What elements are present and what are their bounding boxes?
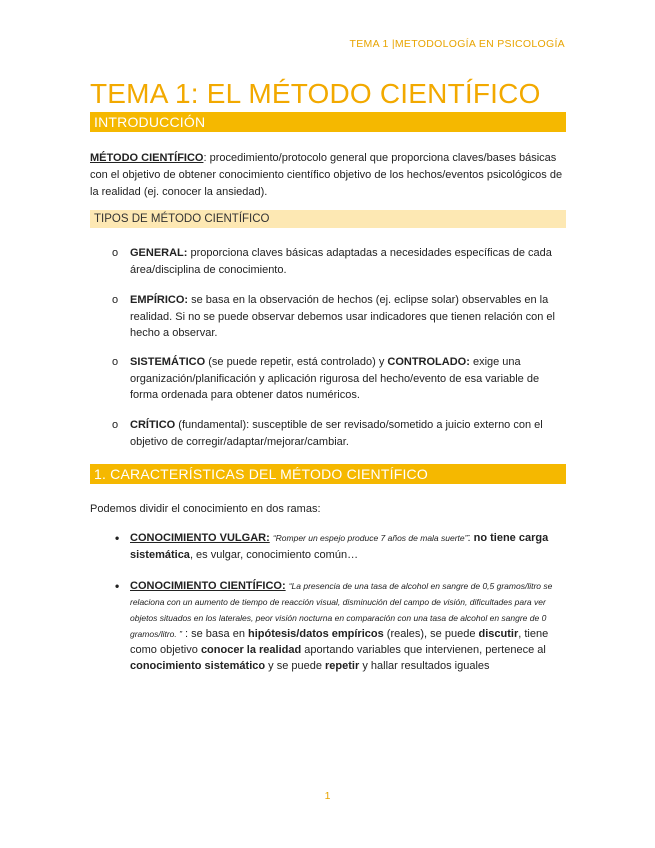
item-bold-3: conocer la realidad — [200, 644, 302, 656]
item-text: , es vulgar, conocimiento común… — [189, 549, 359, 561]
bullet-dot: • — [115, 531, 120, 545]
list-item-critico — [112, 417, 566, 450]
subheading-tipos: TIPOS DE MÉTODO CIENTÍFICO — [90, 210, 566, 228]
item-term-2: CONTROLADO: — [387, 356, 470, 368]
item-text: se basa en la observación de hechos (ej. eclipse solar) observables en la realidad. Si no se puede observar debemos usar indicadores que tienen relación con el hecho a observar. — [130, 294, 555, 339]
bullet-circle: o — [112, 247, 119, 259]
list-item-conocimiento-cientifico — [115, 578, 566, 674]
page-number: 1 — [324, 790, 331, 802]
intro-term: MÉTODO CIENTÍFICO — [90, 152, 204, 164]
bullet-circle: o — [112, 419, 119, 431]
item-bold-1: hipótesis/datos empíricos — [248, 628, 384, 640]
item-quote: “Romper un espejo produce 7 años de mala suerte” — [272, 533, 468, 543]
item-term: EMPÍRICO: — [130, 294, 189, 306]
item-text-5: y se puede — [265, 660, 326, 672]
list-item-conocimiento-vulgar — [115, 530, 566, 564]
item-mid: (se puede repetir, está controlado) y — [205, 356, 388, 368]
section1-lead: Podemos dividir el conocimiento en dos ramas: — [90, 503, 321, 515]
item-text-4: aportando variables que intervienen, pertenece al — [301, 644, 546, 656]
bullet-circle: o — [112, 356, 119, 368]
item-text-3: , tiene como objetivo — [130, 628, 549, 656]
item-term: SISTEMÁTICO — [130, 356, 206, 368]
list-item-empirico — [112, 292, 566, 342]
item-sep: : — [467, 532, 474, 544]
item-term: CONOCIMIENTO CIENTÍFICO: — [130, 580, 286, 592]
bullet-dot: • — [115, 579, 120, 593]
item-bold: no tiene carga sistemática — [130, 532, 549, 561]
item-term: CONOCIMIENTO VULGAR: — [130, 532, 270, 544]
section-heading-caracteristicas: 1. CARACTERÍSTICAS DEL MÉTODO CIENTÍFICO — [90, 464, 566, 484]
section-heading-introduccion: INTRODUCCIÓN — [90, 112, 566, 132]
item-term: CRÍTICO — [130, 419, 176, 431]
item-quote: “La presencia de una tasa de alcohol en sangre de 0,5 gramos/litro se relaciona con un aumento de tiempo de reacción visual, disminución del campo de visión, dificultades para ver objetos situados en los laterales, peor visión nocturna en comparación con una tasa de alcohol en sangre de 0 gramos/litro. ” — [130, 581, 553, 639]
item-text-1: : se basa en — [181, 628, 249, 640]
item-term: GENERAL: — [130, 247, 188, 259]
item-text: (fundamental): susceptible de ser revisado/sometido a juicio externo con el objetivo de corregir/adaptar/mejorar/cambiar. — [130, 419, 543, 448]
bullet-circle: o — [112, 294, 119, 306]
page-title: TEMA 1: EL MÉTODO CIENTÍFICO — [90, 78, 541, 109]
item-bold-2: discutir — [478, 628, 519, 640]
list-item-general — [112, 245, 566, 278]
item-bold-5: repetir — [325, 660, 360, 672]
item-text: proporciona claves básicas adaptadas a necesidades específicas de cada área/disciplina de conocimiento. — [130, 247, 552, 276]
item-text-6: y hallar resultados iguales — [359, 660, 490, 672]
intro-definition: : procedimiento/protocolo general que proporciona claves/bases básicas con el objetivo de obtener conocimiento científico objetivo de los hechos/eventos psicológicos de la realidad (ej. conocer la ansiedad). — [90, 152, 563, 198]
item-text-2: (reales), se puede — [383, 628, 479, 640]
list-item-sistematico — [112, 354, 566, 404]
running-header: TEMA 1 |METODOLOGÍA EN PSICOLOGÍA — [349, 38, 565, 50]
item-bold-4: conocimiento sistemático — [130, 660, 266, 672]
item-text: exige una organización/planificación y aplicación rigurosa del hecho/evento de esa variable de forma ordenada para obtener datos numéricos. — [130, 356, 540, 401]
intro-paragraph — [90, 150, 566, 201]
